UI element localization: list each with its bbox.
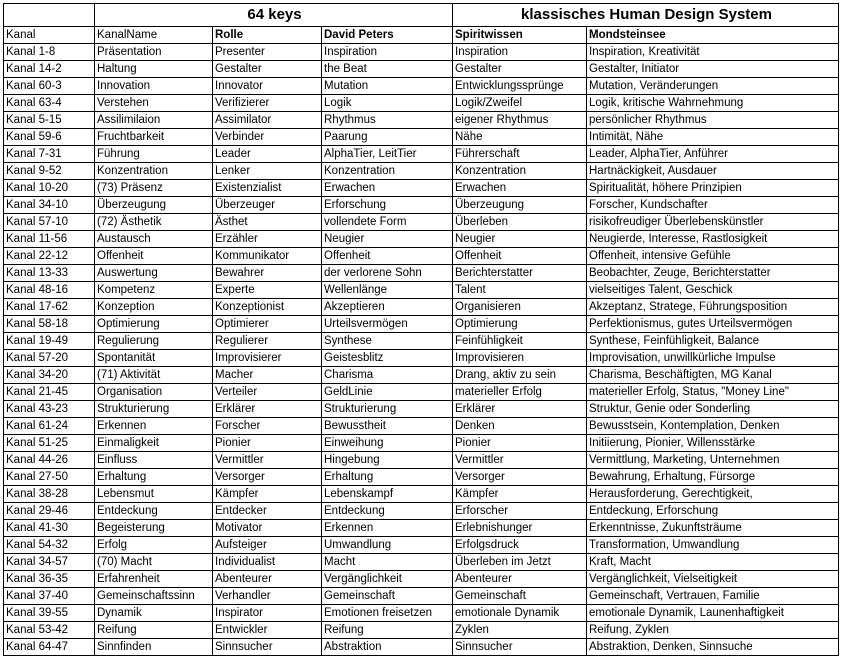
cell-david-peters[interactable]: vollendete Form [322,214,453,231]
cell-spiritwissen[interactable]: Neugier [453,231,587,248]
cell-mondsteinsee[interactable]: Perfektionismus, gutes Urteilsvermögen [587,316,839,333]
cell-spiritwissen[interactable]: Erwachen [453,180,587,197]
cell-kanal[interactable]: Kanal 7-31 [4,146,95,163]
table-row [4,588,839,605]
cell-spiritwissen[interactable]: Kämpfer [453,486,587,503]
table-row [4,537,839,554]
table-row [4,112,839,129]
cell-kanalname[interactable]: Haltung [95,61,213,78]
cell-kanalname[interactable]: Spontanität [95,350,213,367]
cell-kanal[interactable]: Kanal 57-20 [4,350,95,367]
cell-kanal[interactable]: Kanal 58-18 [4,316,95,333]
cell-david-peters[interactable]: Neugier [322,231,453,248]
table-row [4,520,839,537]
cell-kanal[interactable]: Kanal 5-15 [4,112,95,129]
table-row [4,180,839,197]
cell-rolle[interactable]: Kämpfer [213,486,322,503]
cell-kanalname[interactable]: Erfahrenheit [95,571,213,588]
cell-kanal[interactable]: Kanal 21-45 [4,384,95,401]
cell-david-peters[interactable]: Reifung [322,622,453,639]
table-row [4,469,839,486]
cell-spiritwissen[interactable]: Erlebnishunger [453,520,587,537]
cell-mondsteinsee[interactable]: Bewahrung, Erhaltung, Fürsorge [587,469,839,486]
table-row [4,44,839,61]
cell-david-peters[interactable]: Charisma [322,367,453,384]
cell-rolle[interactable]: Verbinder [213,129,322,146]
cell-rolle[interactable]: Assimilator [213,112,322,129]
cell-rolle[interactable]: Innovator [213,78,322,95]
cell-kanal[interactable]: Kanal 53-42 [4,622,95,639]
cell-david-peters[interactable]: Mutation [322,78,453,95]
cell-mondsteinsee[interactable]: vielseitiges Talent, Geschick [587,282,839,299]
title-64-keys[interactable]: 64 keys [95,4,453,27]
table-row [4,486,839,503]
cell-rolle[interactable]: Macher [213,367,322,384]
cell-mondsteinsee[interactable]: Abstraktion, Denken, Sinnsuche [587,639,839,656]
cell-kanal[interactable]: Kanal 43-23 [4,401,95,418]
cell-mondsteinsee[interactable]: Offenheit, intensive Gefühle [587,248,839,265]
cell-rolle[interactable]: Lenker [213,163,322,180]
cell-spiritwissen[interactable]: Inspiration [453,44,587,61]
cell-kanal[interactable]: Kanal 44-26 [4,452,95,469]
cell-kanalname[interactable]: Dynamik [95,605,213,622]
table-row [4,146,839,163]
cell-mondsteinsee[interactable]: Inspiration, Kreativität [587,44,839,61]
cell-david-peters[interactable]: Einweihung [322,435,453,452]
table-row [4,452,839,469]
cell-kanal[interactable]: Kanal 34-20 [4,367,95,384]
cell-rolle[interactable]: Improvisierer [213,350,322,367]
cell-spiritwissen[interactable]: emotionale Dynamik [453,605,587,622]
cell-david-peters[interactable]: Erkennen [322,520,453,537]
cell-kanal[interactable]: Kanal 60-3 [4,78,95,95]
cell-kanal[interactable]: Kanal 17-62 [4,299,95,316]
cell-david-peters[interactable]: Urteilsvermögen [322,316,453,333]
cell-kanal[interactable]: Kanal 38-28 [4,486,95,503]
cell-kanal[interactable]: Kanal 61-24 [4,418,95,435]
empty-cell[interactable] [4,4,95,27]
cell-rolle[interactable]: Verifizierer [213,95,322,112]
cell-mondsteinsee[interactable]: Kraft, Macht [587,554,839,571]
cell-kanal[interactable]: Kanal 37-40 [4,588,95,605]
cell-kanalname[interactable]: Lebensmut [95,486,213,503]
cell-mondsteinsee[interactable]: Beobachter, Zeuge, Berichterstatter [587,265,839,282]
cell-rolle[interactable]: Versorger [213,469,322,486]
cell-rolle[interactable]: Ästhet [213,214,322,231]
cell-mondsteinsee[interactable]: Intimität, Nähe [587,129,839,146]
cell-spiritwissen[interactable]: Zyklen [453,622,587,639]
cell-mondsteinsee[interactable]: persönlicher Rhythmus [587,112,839,129]
cell-david-peters[interactable]: GeldLinie [322,384,453,401]
cell-spiritwissen[interactable]: Berichterstatter [453,265,587,282]
cell-rolle[interactable]: Sinnsucher [213,639,322,656]
cell-kanalname[interactable]: Erkennen [95,418,213,435]
cell-david-peters[interactable]: Geistesblitz [322,350,453,367]
cell-david-peters[interactable]: AlphaTier, LeitTier [322,146,453,163]
cell-rolle[interactable]: Motivator [213,520,322,537]
cell-kanal[interactable]: Kanal 39-55 [4,605,95,622]
cell-rolle[interactable]: Erzähler [213,231,322,248]
cell-kanal[interactable]: Kanal 34-10 [4,197,95,214]
cell-david-peters[interactable]: Lebenskampf [322,486,453,503]
cell-kanal[interactable]: Kanal 36-35 [4,571,95,588]
cell-kanal[interactable]: Kanal 59-6 [4,129,95,146]
cell-spiritwissen[interactable]: Erklärer [453,401,587,418]
cell-mondsteinsee[interactable]: Transformation, Umwandlung [587,537,839,554]
cell-spiritwissen[interactable]: Konzentration [453,163,587,180]
cell-rolle[interactable]: Erklärer [213,401,322,418]
table-row [4,350,839,367]
cell-david-peters[interactable]: Inspiration [322,44,453,61]
cell-kanal[interactable]: Kanal 48-16 [4,282,95,299]
cell-david-peters[interactable]: Erhaltung [322,469,453,486]
cell-david-peters[interactable]: Strukturierung [322,401,453,418]
cell-rolle[interactable]: Bewahrer [213,265,322,282]
cell-spiritwissen[interactable]: Offenheit [453,248,587,265]
cell-david-peters[interactable]: Paarung [322,129,453,146]
cell-rolle[interactable]: Abenteurer [213,571,322,588]
cell-mondsteinsee[interactable]: Bewusstsein, Kontemplation, Denken [587,418,839,435]
cell-rolle[interactable]: Experte [213,282,322,299]
cell-mondsteinsee[interactable]: Improvisation, unwillkürliche Impulse [587,350,839,367]
cell-rolle[interactable]: Vermittler [213,452,322,469]
cell-spiritwissen[interactable]: Überleben im Jetzt [453,554,587,571]
cell-kanalname[interactable]: Konzeption [95,299,213,316]
header-spiritwissen[interactable]: Spiritwissen [453,27,587,44]
table-row [4,333,839,350]
cell-rolle[interactable]: Regulierer [213,333,322,350]
table-row [4,571,839,588]
cell-kanalname[interactable]: Entdeckung [95,503,213,520]
cell-kanal[interactable]: Kanal 51-25 [4,435,95,452]
table-row [4,231,839,248]
cell-spiritwissen[interactable]: Drang, aktiv zu sein [453,367,587,384]
cell-kanal[interactable]: Kanal 54-32 [4,537,95,554]
cell-david-peters[interactable]: Logik [322,95,453,112]
table-row [4,554,839,571]
cell-spiritwissen[interactable]: Nähe [453,129,587,146]
table-row [4,299,839,316]
cell-kanalname[interactable]: Sinnfinden [95,639,213,656]
cell-mondsteinsee[interactable]: emotionale Dynamik, Launenhaftigkeit [587,605,839,622]
cell-kanal[interactable]: Kanal 64-47 [4,639,95,656]
cell-mondsteinsee[interactable]: Forscher, Kundschafter [587,197,839,214]
cell-mondsteinsee[interactable]: risikofreudiger Überlebenskünstler [587,214,839,231]
title-human-design[interactable]: klassisches Human Design System [453,4,839,27]
cell-kanalname[interactable]: (73) Präsenz [95,180,213,197]
cell-kanalname[interactable]: Offenheit [95,248,213,265]
cell-david-peters[interactable]: Umwandlung [322,537,453,554]
cell-kanalname[interactable]: Regulierung [95,333,213,350]
cell-rolle[interactable]: Entdecker [213,503,322,520]
cell-mondsteinsee[interactable]: Leader, AlphaTier, Anführer [587,146,839,163]
table-row [4,639,839,656]
cell-david-peters[interactable]: Bewusstheit [322,418,453,435]
cell-kanal[interactable]: Kanal 10-20 [4,180,95,197]
table-row [4,265,839,282]
cell-david-peters[interactable]: Hingebung [322,452,453,469]
cell-david-peters[interactable]: the Beat [322,61,453,78]
table-row [4,214,839,231]
cell-rolle[interactable]: Verteiler [213,384,322,401]
cell-mondsteinsee[interactable]: Akzeptanz, Stratege, Führungsposition [587,299,839,316]
cell-spiritwissen[interactable]: Vermittler [453,452,587,469]
cell-rolle[interactable]: Kommunikator [213,248,322,265]
cell-spiritwissen[interactable]: Logik/Zweifel [453,95,587,112]
header-mondsteinsee[interactable]: Mondsteinsee [587,27,839,44]
cell-mondsteinsee[interactable]: Reifung, Zyklen [587,622,839,639]
cell-kanal[interactable]: Kanal 9-52 [4,163,95,180]
cell-kanalname[interactable]: Konzentration [95,163,213,180]
cell-kanalname[interactable]: Optimierung [95,316,213,333]
cell-kanalname[interactable]: (72) Ästhetik [95,214,213,231]
cell-rolle[interactable]: Individualist [213,554,322,571]
table-row [4,248,839,265]
table-row [4,282,839,299]
cell-spiritwissen[interactable]: Abenteurer [453,571,587,588]
cell-mondsteinsee[interactable]: Mutation, Veränderungen [587,78,839,95]
cell-kanalname[interactable]: Innovation [95,78,213,95]
cell-kanal[interactable]: Kanal 63-4 [4,95,95,112]
cell-david-peters[interactable]: Erwachen [322,180,453,197]
cell-david-peters[interactable]: Emotionen freisetzen [322,605,453,622]
cell-mondsteinsee[interactable]: Erkenntnisse, Zukunftsträume [587,520,839,537]
cell-david-peters[interactable]: Offenheit [322,248,453,265]
cell-spiritwissen[interactable]: Führerschaft [453,146,587,163]
cell-mondsteinsee[interactable]: Synthese, Feinfühligkeit, Balance [587,333,839,350]
cell-kanal[interactable]: Kanal 57-10 [4,214,95,231]
cell-spiritwissen[interactable]: Erforscher [453,503,587,520]
table-row [4,435,839,452]
table-row [4,503,839,520]
cell-rolle[interactable]: Existenzialist [213,180,322,197]
table-row [4,78,839,95]
cell-kanalname[interactable]: (71) Aktivität [95,367,213,384]
cell-kanalname[interactable]: Präsentation [95,44,213,61]
cell-rolle[interactable]: Aufsteiger [213,537,322,554]
cell-mondsteinsee[interactable]: Initiierung, Pionier, Willensstärke [587,435,839,452]
table-row [4,367,839,384]
cell-rolle[interactable]: Verhandler [213,588,322,605]
cell-david-peters[interactable]: Wellenlänge [322,282,453,299]
cell-david-peters[interactable]: der verlorene Sohn [322,265,453,282]
cell-spiritwissen[interactable]: materieller Erfolg [453,384,587,401]
cell-mondsteinsee[interactable]: Spiritualität, höhere Prinzipien [587,180,839,197]
table-row [4,622,839,639]
cell-spiritwissen[interactable]: Überleben [453,214,587,231]
cell-kanalname[interactable]: Überzeugung [95,197,213,214]
spreadsheet-table [3,3,839,656]
cell-spiritwissen[interactable]: Denken [453,418,587,435]
cell-david-peters[interactable]: Rhythmus [322,112,453,129]
cell-kanal[interactable]: Kanal 13-33 [4,265,95,282]
cell-spiritwissen[interactable]: Optimierung [453,316,587,333]
cell-kanalname[interactable]: Reifung [95,622,213,639]
cell-kanalname[interactable]: Austausch [95,231,213,248]
cell-spiritwissen[interactable]: Erfolgsdruck [453,537,587,554]
cell-kanal[interactable]: Kanal 14-2 [4,61,95,78]
cell-mondsteinsee[interactable]: Vergänglichkeit, Vielseitigkeit [587,571,839,588]
cell-mondsteinsee[interactable]: Vermittlung, Marketing, Unternehmen [587,452,839,469]
cell-spiritwissen[interactable]: Gemeinschaft [453,588,587,605]
cell-kanalname[interactable]: Erhaltung [95,469,213,486]
cell-kanalname[interactable]: Organisation [95,384,213,401]
cell-kanalname[interactable]: Fruchtbarkeit [95,129,213,146]
cell-kanalname[interactable]: Auswertung [95,265,213,282]
cell-spiritwissen[interactable]: Entwicklungssprünge [453,78,587,95]
cell-kanalname[interactable]: Einfluss [95,452,213,469]
cell-spiritwissen[interactable]: Talent [453,282,587,299]
cell-kanalname[interactable]: Strukturierung [95,401,213,418]
cell-rolle[interactable]: Pionier [213,435,322,452]
header-kanalname[interactable]: KanalName [95,27,213,44]
cell-mondsteinsee[interactable]: Hartnäckigkeit, Ausdauer [587,163,839,180]
table-row [4,401,839,418]
cell-rolle[interactable]: Leader [213,146,322,163]
cell-spiritwissen[interactable]: Gestalter [453,61,587,78]
cell-rolle[interactable]: Presenter [213,44,322,61]
cell-spiritwissen[interactable]: Feinfühligkeit [453,333,587,350]
cell-rolle[interactable]: Optimierer [213,316,322,333]
cell-spiritwissen[interactable]: Organisieren [453,299,587,316]
cell-rolle[interactable]: Überzeuger [213,197,322,214]
cell-mondsteinsee[interactable]: Entdeckung, Erforschung [587,503,839,520]
cell-mondsteinsee[interactable]: Charisma, Beschäftigten, MG Kanal [587,367,839,384]
cell-mondsteinsee[interactable]: Struktur, Genie oder Sonderling [587,401,839,418]
cell-spiritwissen[interactable]: Pionier [453,435,587,452]
cell-kanal[interactable]: Kanal 34-57 [4,554,95,571]
cell-mondsteinsee[interactable]: Logik, kritische Wahrnehmung [587,95,839,112]
header-david-peters[interactable]: David Peters [322,27,453,44]
table-row [4,197,839,214]
header-kanal[interactable]: Kanal [4,27,95,44]
cell-spiritwissen[interactable]: Überzeugung [453,197,587,214]
cell-david-peters[interactable]: Synthese [322,333,453,350]
cell-kanalname[interactable]: Gemeinschaftssinn [95,588,213,605]
table-row [4,95,839,112]
cell-mondsteinsee[interactable]: Neugierde, Interesse, Rastlosigkeit [587,231,839,248]
cell-kanalname[interactable]: Führung [95,146,213,163]
cell-david-peters[interactable]: Abstraktion [322,639,453,656]
cell-kanalname[interactable]: Einmaligkeit [95,435,213,452]
cell-kanalname[interactable]: (70) Macht [95,554,213,571]
cell-mondsteinsee[interactable]: Gestalter, Initiator [587,61,839,78]
cell-kanal[interactable]: Kanal 22-12 [4,248,95,265]
cell-kanal[interactable]: Kanal 11-56 [4,231,95,248]
cell-rolle[interactable]: Konzeptionist [213,299,322,316]
table-row [4,316,839,333]
cell-kanalname[interactable]: Assilimilaion [95,112,213,129]
cell-kanalname[interactable]: Verstehen [95,95,213,112]
cell-david-peters[interactable]: Macht [322,554,453,571]
cell-spiritwissen[interactable]: Improvisieren [453,350,587,367]
cell-kanalname[interactable]: Begeisterung [95,520,213,537]
cell-spiritwissen[interactable]: Versorger [453,469,587,486]
cell-kanal[interactable]: Kanal 27-50 [4,469,95,486]
cell-kanal[interactable]: Kanal 19-49 [4,333,95,350]
cell-rolle[interactable]: Inspirator [213,605,322,622]
cell-rolle[interactable]: Entwickler [213,622,322,639]
cell-kanalname[interactable]: Erfolg [95,537,213,554]
table-row [4,384,839,401]
cell-rolle[interactable]: Gestalter [213,61,322,78]
cell-david-peters[interactable]: Gemeinschaft [322,588,453,605]
cell-spiritwissen[interactable]: eigener Rhythmus [453,112,587,129]
cell-david-peters[interactable]: Vergänglichkeit [322,571,453,588]
cell-kanal[interactable]: Kanal 1-8 [4,44,95,61]
cell-rolle[interactable]: Forscher [213,418,322,435]
table-row [4,129,839,146]
cell-spiritwissen[interactable]: Sinnsucher [453,639,587,656]
cell-kanalname[interactable]: Kompetenz [95,282,213,299]
cell-kanal[interactable]: Kanal 29-46 [4,503,95,520]
cell-david-peters[interactable]: Akzeptieren [322,299,453,316]
cell-david-peters[interactable]: Erforschung [322,197,453,214]
cell-mondsteinsee[interactable]: Gemeinschaft, Vertrauen, Familie [587,588,839,605]
table-row [4,418,839,435]
table-body [4,4,839,656]
header-rolle[interactable]: Rolle [213,27,322,44]
table-row [4,61,839,78]
header-row [4,27,839,44]
title-row [4,4,839,27]
cell-kanal[interactable]: Kanal 41-30 [4,520,95,537]
cell-mondsteinsee[interactable]: materieller Erfolg, Status, "Money Line" [587,384,839,401]
cell-david-peters[interactable]: Konzentration [322,163,453,180]
cell-mondsteinsee[interactable]: Herausforderung, Gerechtigkeit, [587,486,839,503]
table-row [4,605,839,622]
cell-david-peters[interactable]: Entdeckung [322,503,453,520]
table-row [4,163,839,180]
